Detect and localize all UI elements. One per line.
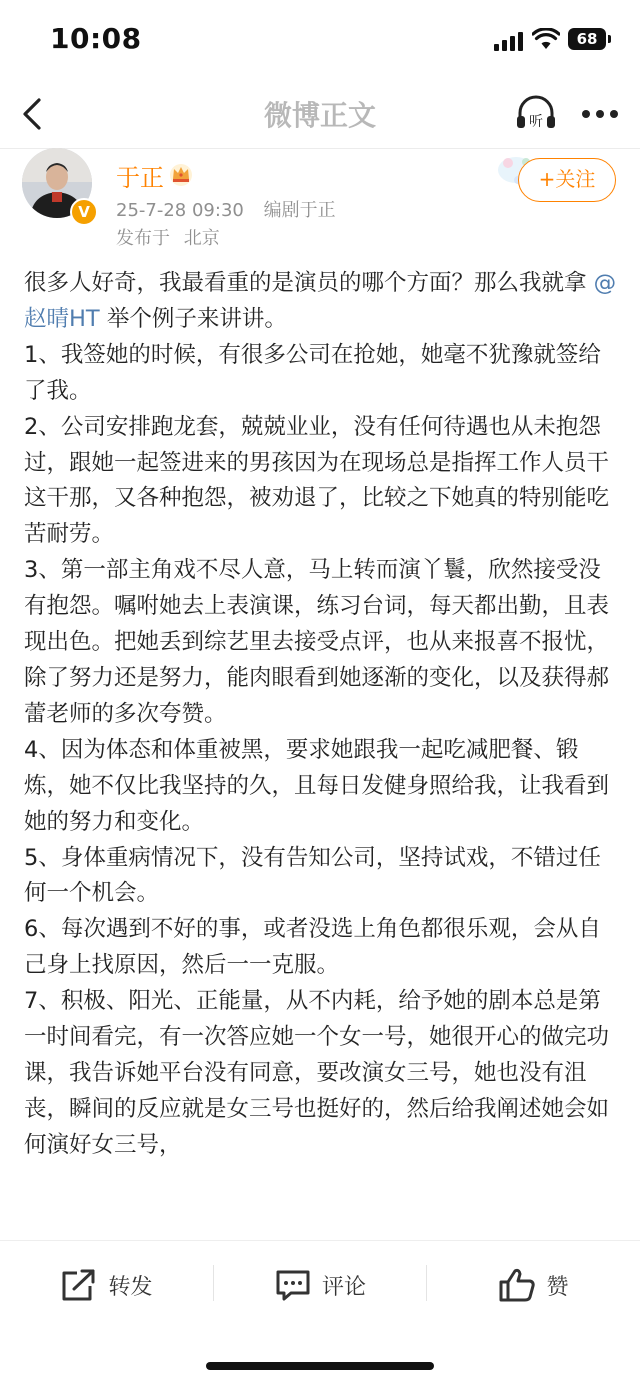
post-meta <box>116 196 336 222</box>
battery-level: 68 <box>576 30 598 48</box>
post-source: 编剧于正 <box>263 200 336 221</box>
cellular-signal-icon <box>494 31 524 51</box>
page-title: 微博正文 <box>263 99 376 132</box>
post-point: 2、公司安排跑龙套，兢兢业业，没有任何待遇也从未抱怨过，跟她一起签进来的男孩因为在现场总是指挥工作人员干这干那，又各种抱怨，被劝退了，比较之下她真的特别能吃苦耐劳。 <box>24 413 610 548</box>
crown-badge-icon <box>168 161 194 187</box>
post-point: 5、身体重病情况下，没有告知公司，坚持试戏，不错过任何一个机会。 <box>24 844 601 907</box>
comment-button[interactable] <box>214 1241 426 1329</box>
home-indicator <box>206 1362 434 1370</box>
post-point: 1、我签她的时候，有很多公司在抢她，她毫不犹豫就签给了我。 <box>24 341 601 404</box>
repost-label: 转发 <box>108 1274 153 1300</box>
post-intro <box>24 266 620 338</box>
intro-text: 很多人好奇，我最看重的是演员的哪个方面？那么我就拿 <box>24 270 587 296</box>
post-point: 6、每次遇到不好的事，或者没选上角色都很乐观，会从自己身上找原因，然后一一克服。 <box>24 916 601 979</box>
battery-cap <box>608 35 611 43</box>
status-bar <box>0 0 640 82</box>
action-bar <box>0 1240 640 1329</box>
author-name[interactable]: 于正 <box>116 164 164 192</box>
location-name: 北京 <box>183 228 220 249</box>
battery-icon <box>568 28 606 50</box>
nav-bar <box>0 82 640 146</box>
like-label: 赞 <box>546 1274 569 1300</box>
status-time: 10:08 <box>50 22 142 55</box>
post-body <box>24 266 620 1238</box>
post-point: 7、积极、阳光、正能量，从不内耗，给予她的剧本总是第一时间看完，有一次答应她一个女一号，她很开心的做完功课，我告诉她平台没有同意，要改演女三号，她也没有沮丧，瞬间的反应就是女三号也挺好的，然后给我阐述她会如何演好女三号， <box>24 988 610 1158</box>
intro-text-after: 举个例子来讲讲。 <box>106 305 287 332</box>
post-location <box>116 224 220 250</box>
comment-label: 评论 <box>321 1274 366 1300</box>
post-point: 3、第一部主角戏不尽人意，马上转而演丫鬟，欣然接受没有抱怨。嘱咐她去上表演课，练习台词，每天都出勤，且表现出色。把她丢到综艺里去接受点评，也从来报喜不报忧，除了努力还是努力，能肉眼看到她逐渐的变化，以及获得郝蕾老师的多次夸赞。 <box>24 557 610 727</box>
verified-badge-icon: V <box>70 198 98 226</box>
post-date: 25-7-28 09:30 <box>116 200 244 221</box>
repost-icon <box>60 1268 98 1302</box>
listen-button[interactable] <box>514 94 558 134</box>
comment-icon <box>274 1268 312 1302</box>
svg-text:听: 听 <box>529 114 543 130</box>
repost-button[interactable] <box>0 1241 213 1329</box>
post-point: 4、因为体态和体重被黑，要求她跟我一起吃减肥餐、锻炼，她不仅比我坚持的久，且每日发健身照给我，让我看到她的努力和变化。 <box>24 736 610 835</box>
location-prefix: 发布于 <box>116 228 170 249</box>
more-options-button[interactable] <box>578 94 622 134</box>
mention-link[interactable]: @赵晴HT <box>24 270 617 332</box>
wifi-icon <box>532 28 560 50</box>
like-button[interactable] <box>427 1241 640 1329</box>
thumbs-up-icon <box>498 1267 536 1303</box>
follow-button[interactable]: +关注 <box>518 158 616 202</box>
nav-divider <box>0 148 640 149</box>
